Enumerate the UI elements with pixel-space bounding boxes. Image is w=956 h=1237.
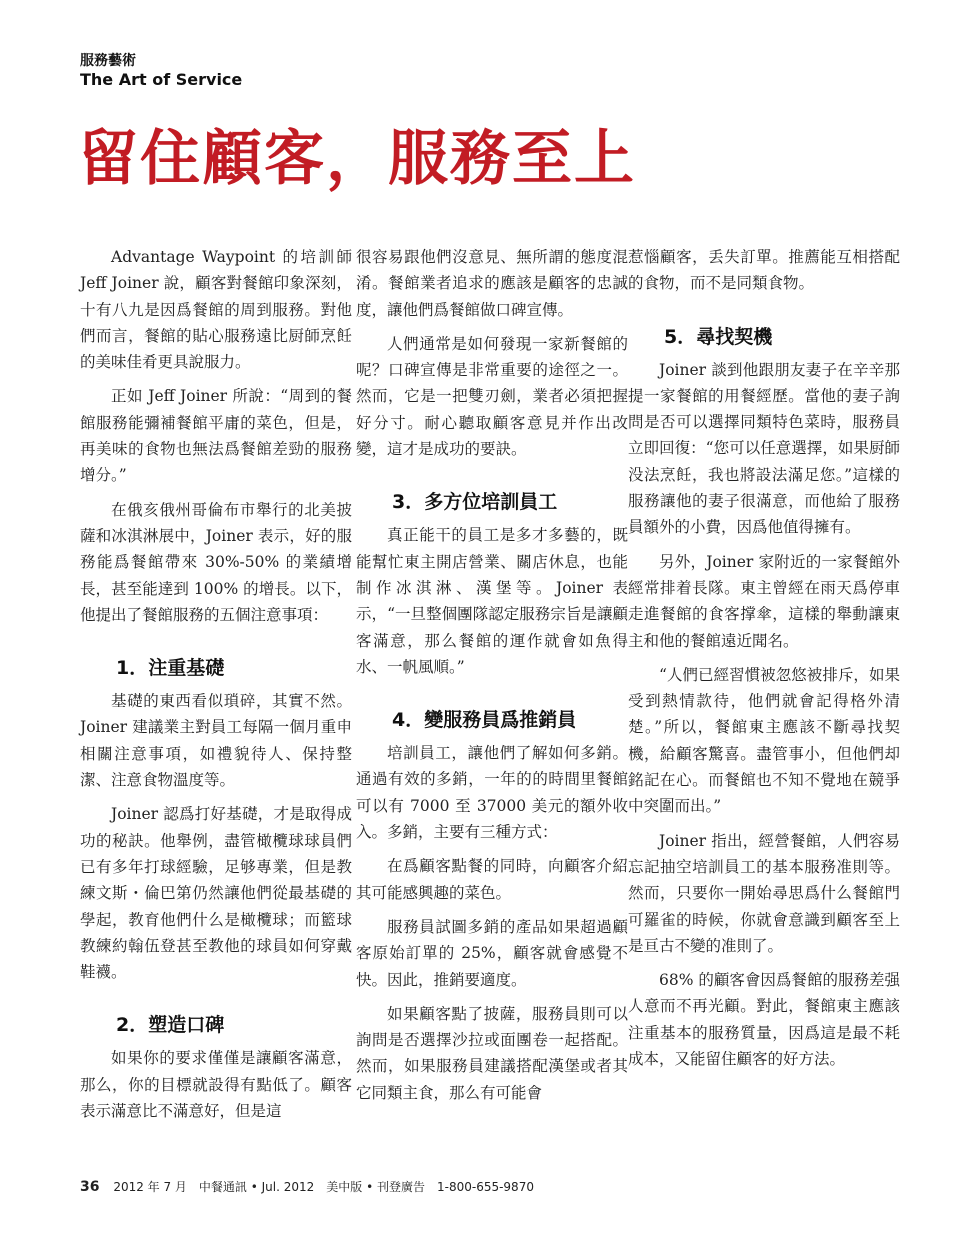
paragraph: Advantage Waypoint 的培訓師 Jeff Joiner 說，顧客對餐館印象深刻，十有八九是因爲餐館的周到服務。對他們而言，餐館的貼心服務遠比厨師烹飪的美味佳肴更具說服力。 (80, 248, 352, 372)
article-column-1 (80, 244, 352, 1132)
paragraph: Joiner 指出，經營餐館，人們容易忘記抽空培訓員工的基本服務准則等。然而，只要你一開始尋思爲什么餐館門可羅雀的時候，你就會意識到顧客至上是亘古不變的准則了。 (628, 831, 900, 955)
section-heading: 5．尋找契機 (664, 325, 773, 348)
section-heading: 3．多方位培訓員工 (392, 491, 558, 514)
article-title: 留住顧客，服務至上 (78, 124, 636, 194)
paragraph: 惹惱顧客，丢失訂單。推薦能互相搭配的食物，而不是同類食物。 (628, 248, 900, 293)
paragraph: 培訓員工，讓他們了解如何多銷。通過有效的多銷，一年的的時間里餐館可以有 7000 至 37000 美元的額外收入。多銷，主要有三種方式： (356, 744, 628, 842)
paragraph: 68% 的顧客會因爲餐館的服務差强人意而不再光顧。對此，餐館東主應該注重基本的服務質量，因爲這是最不耗成本，又能留住顧客的好方法。 (628, 971, 900, 1069)
paragraph: 人們通常是如何發現一家新餐館的呢？口碑宣傳是非常重要的途徑之一。然而，它是一把雙刃劍，業者必須把握好分寸。耐心聽取顧客意見并作出改變，這才是成功的要訣。 (356, 334, 628, 459)
section-tag (80, 52, 242, 90)
section-heading: 1．注重基礎 (116, 657, 225, 680)
paragraph: 另外，Joiner 家附近的一家餐館外經常排着長隊。東主曾經在雨天爲停車走進餐館的食客撑傘，這樣的舉動讓東主和他的餐館遠近聞名。 (628, 552, 900, 650)
footer-info: 2012 年 7 月 中餐通訊 • Jul. 2012 美中版 • 刊登廣告 1-800-655-9870 (113, 1180, 534, 1194)
page-number: 36 (80, 1179, 100, 1195)
paragraph: 基礎的東西看似瑣碎，其實不然。Joiner 建議業主對員工每隔一個月重申相關注意事項，如禮貌待人、保持整潔、注意食物溫度等。 (80, 692, 352, 790)
paragraph: 在俄亥俄州哥倫布市舉行的北美披薩和冰淇淋展中，Joiner 表示，好的服務能爲餐館帶來 30%-50% 的業績增長，甚至能達到 100% 的增長。以下，他提出了餐館服務的五個注意事項： (80, 500, 352, 624)
paragraph: “人們已經習慣被忽悠被排斥，如果受到熱情款待，他們就會記得格外清楚。”所以，餐館東主應該不斷尋找契機，給顧客驚喜。盡管事小，但他們却銘記在心。而餐館也不知不覺地在競爭中突圍而出。” (628, 665, 900, 816)
paragraph: 很容易跟他們沒意見、無所謂的態度混淆。餐館業者追求的應該是顧客的忠誠度，讓他們爲餐館做口碑宣傳。 (356, 248, 628, 319)
paragraph: 真正能干的員工是多才多藝的，既能幫忙東主開店營業、關店休息，也能制作冰淇淋、漢堡等。Joiner 表示，“一旦整個團隊認定服務宗旨是讓顧客滿意，那么餐館的運作就會如魚得水、一帆風順。” (356, 526, 628, 676)
paragraph: 在爲顧客點餐的同時，向顧客介紹其可能感興趣的菜色。 (356, 857, 628, 902)
paragraph: Joiner 認爲打好基礎，才是取得成功的秘訣。他舉例，盡管橄欖球球員們已有多年打球經驗，足够專業，但是教練文斯・倫巴第仍然讓他們從最基礎的學起，教育他們什么是橄欖球；而籃球教練約翰伍登甚至教他的球員如何穿戴鞋襪。 (80, 805, 352, 982)
paragraph: Joiner 談到他跟朋友妻子在辛辛那提一家餐館的用餐經歷。當他的妻子詢問是否可以選擇同類特色菜時，服務員立即回復：“您可以任意選擇，如果厨師没法烹飪，我也將設法滿足您。”這樣的服務讓他的妻子很滿意，而他給了服務員額外的小費，因爲他值得擁有。 (628, 360, 900, 537)
page-footer (80, 1178, 534, 1195)
section-heading: 4．變服務員爲推銷員 (392, 709, 577, 732)
paragraph: 服務員試圖多銷的產品如果超過顧客原始訂單的 25%，顧客就會感覺不快。因此，推銷要適度。 (356, 917, 628, 989)
paragraph: 正如 Jeff Joiner 所說：“周到的餐館服務能彌補餐館平庸的菜色，但是，再美味的食物也無法爲餐館差勁的服務增分。” (80, 387, 352, 485)
article-column-3 (628, 244, 900, 1080)
section-label-en: The Art of Service (80, 70, 243, 89)
section-heading: 2．塑造口碑 (116, 1014, 225, 1037)
paragraph: 如果顧客點了披薩，服務員則可以詢問是否選擇沙拉或面團卷一起搭配。然而，如果服務員建議搭配漢堡或者其它同類主食，那么有可能會 (356, 1004, 628, 1102)
paragraph: 如果你的要求僅僅是讓顧客滿意，那么，你的目標就設得有點低了。顧客表示滿意比不滿意好，但是這 (80, 1049, 352, 1121)
section-label-zh: 服務藝術 (80, 53, 136, 69)
article-column-2 (356, 244, 628, 1114)
